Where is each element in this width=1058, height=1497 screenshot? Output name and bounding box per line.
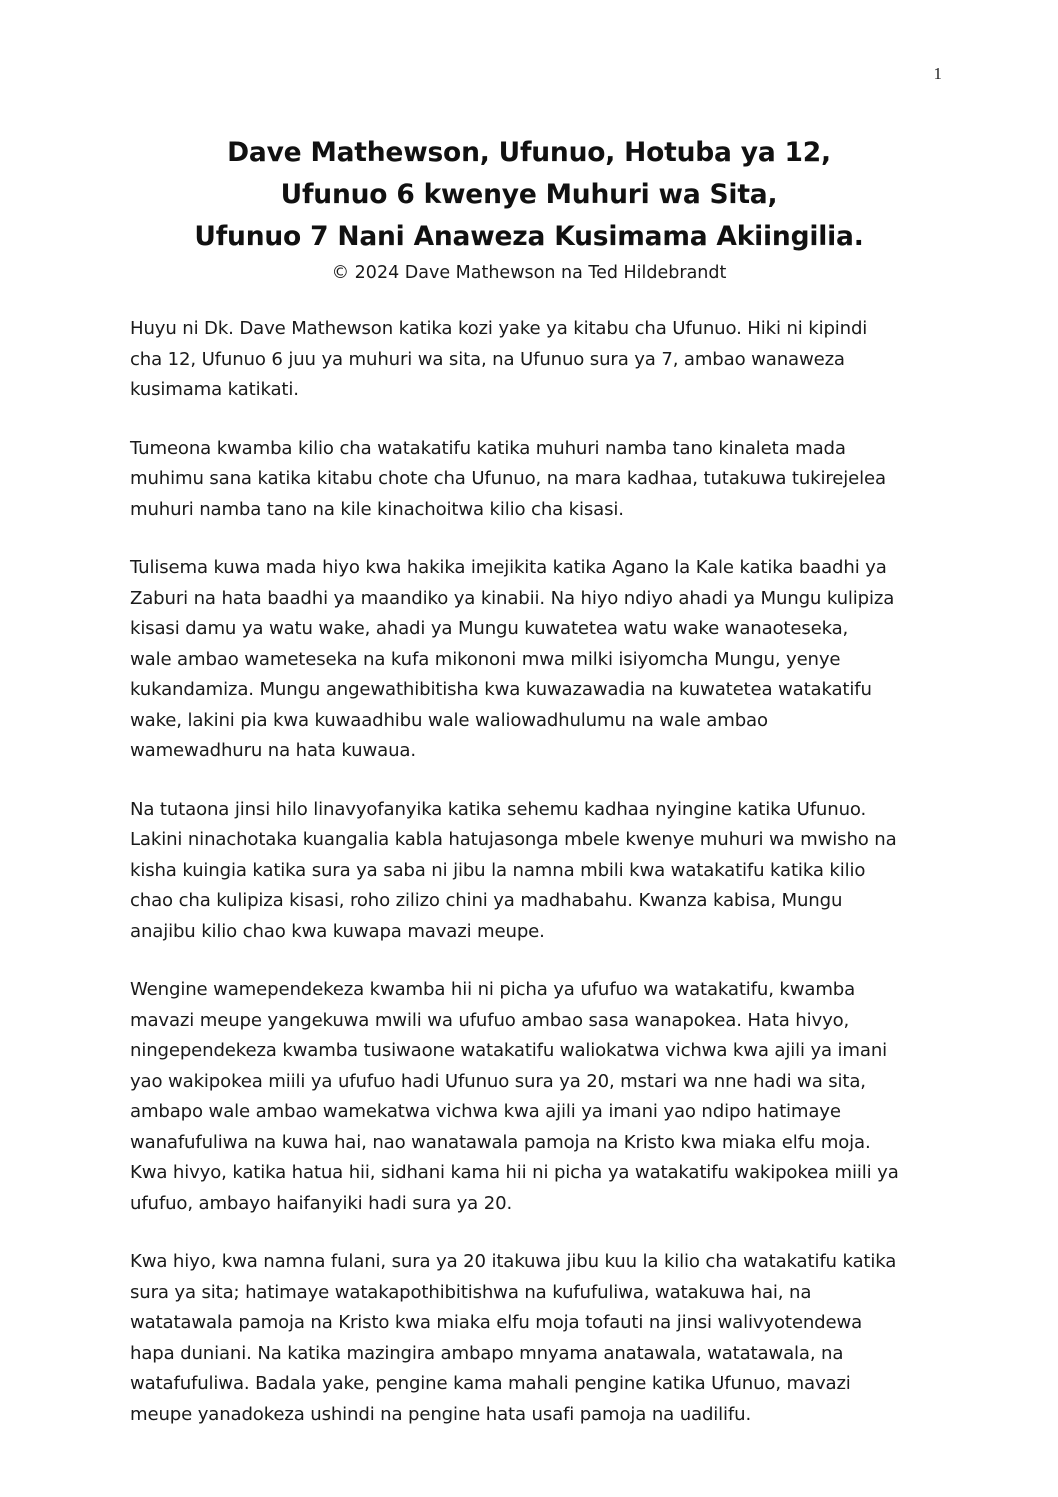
text-line: wanafufuliwa na kuwa hai, nao wanatawala pamoja na Kristo kwa miaka elfu moja.	[130, 1131, 871, 1153]
text-line: muhuri namba tano na kile kinachoitwa kilio cha kisasi.	[130, 498, 624, 520]
text-line: Huyu ni Dk. Dave Mathewson katika kozi yake ya kitabu cha Ufunuo. Hiki ni kipindi	[130, 318, 868, 339]
title-line-3: Ufunuo 7 Nani Anaweza Kusimama Akiingilia.	[194, 221, 864, 252]
paragraph-4	[130, 795, 940, 948]
text-line: Lakini ninachotaka kuangalia kabla hatujasonga mbele kwenye muhuri wa mwisho na	[130, 829, 897, 850]
text-line: hapa duniani. Na katika mazingira ambapo mnyama anatawala, watatawala, na	[130, 1342, 844, 1364]
text-line: wake, lakini pia kwa kuwaadhibu wale waliowadhulumu na wale ambao	[130, 709, 768, 731]
text-line: kukandamiza. Mungu angewathibitisha kwa kuwazawadia na kuwatetea watakatifu	[130, 679, 872, 700]
text-line: Kwa hivyo, katika hatua hii, sidhani kama hii ni picha ya watakatifu wakipokea miili ya	[130, 1162, 899, 1183]
page-number: 1	[933, 64, 942, 83]
paragraph-5	[130, 975, 940, 1219]
text-line: chao cha kulipiza kisasi, roho zilizo chini ya madhabahu. Kwanza kabisa, Mungu	[130, 890, 843, 911]
text-line: wale ambao wameteseka na kufa mikononi mwa milki isiyomcha Mungu, yenye	[130, 648, 841, 670]
text-line: kusimama katikati.	[130, 379, 299, 400]
paragraph-3	[130, 553, 940, 767]
text-line: kisasi damu ya watu wake, ahadi ya Mungu kuwatetea watu wake wanaoteseka,	[130, 618, 849, 639]
text-line: ningependekeza kwamba tusiwaone watakatifu waliokatwa vichwa kwa ajili ya imani	[130, 1040, 888, 1061]
text-line: cha 12, Ufunuo 6 juu ya muhuri wa sita, na Ufunuo sura ya 7, ambao wanaweza	[130, 348, 845, 370]
document-header	[100, 132, 958, 288]
copyright-notice: © 2024 Dave Mathewson na Ted Hildebrandt	[331, 263, 727, 283]
text-line: Kwa hiyo, kwa namna fulani, sura ya 20 itakuwa jibu kuu la kilio cha watakatifu katika	[130, 1251, 897, 1272]
paragraph-2	[130, 434, 940, 526]
text-line: Na tutaona jinsi hilo linavyofanyika katika sehemu kadhaa nyingine katika Ufunuo.	[130, 798, 867, 820]
text-line: watafufuliwa. Badala yake, pengine kama mahali pengine katika Ufunuo, mavazi	[130, 1373, 851, 1394]
text-line: ambapo wale ambao wamekatwa vichwa kwa ajili ya imani yao ndipo hatimaye	[130, 1101, 841, 1122]
text-line: meupe yanadokeza ushindi na pengine hata usafi pamoja na uadilifu.	[130, 1403, 752, 1425]
document-body	[130, 314, 940, 1458]
text-line: sura ya sita; hatimaye watakapothibitishwa na kufufuliwa, watakuwa hai, na	[130, 1281, 812, 1303]
title-line-2: Ufunuo 6 kwenye Muhuri wa Sita,	[280, 179, 778, 210]
text-line: Tulisema kuwa mada hiyo kwa hakika imejikita katika Agano la Kale katika baadhi ya	[130, 557, 887, 578]
text-line: Zaburi na hata baadhi ya maandiko ya kinabii. Na hiyo ndiyo ahadi ya Mungu kulipiza	[130, 587, 895, 609]
text-line: wamewadhuru na hata kuwaua.	[130, 740, 416, 761]
text-line: mavazi meupe yangekuwa mwili wa ufufuo ambao sasa wanapokea. Hata hivyo,	[130, 1009, 850, 1031]
paragraph-6	[130, 1247, 940, 1430]
text-line: Wengine wamependekeza kwamba hii ni picha ya ufufuo wa watakatifu, kwamba	[130, 979, 856, 1000]
text-line: ufufuo, ambayo haifanyiki hadi sura ya 20.	[130, 1192, 513, 1214]
text-line: Tumeona kwamba kilio cha watakatifu katika muhuri namba tano kinaleta mada	[130, 437, 846, 459]
text-line: kisha kuingia katika sura ya saba ni jibu la namna mbili kwa watakatifu katika kilio	[130, 859, 866, 881]
text-line: yao wakipokea miili ya ufufuo hadi Ufunuo sura ya 20, mstari wa nne hadi wa sita,	[130, 1070, 866, 1092]
text-line: watatawala pamoja na Kristo kwa miaka elfu moja tofauti na jinsi walivyotendewa	[130, 1312, 863, 1333]
title-line-1: Dave Mathewson, Ufunuo, Hotuba ya 12,	[227, 137, 831, 168]
text-line: anajibu kilio chao kwa kuwapa mavazi meupe.	[130, 920, 545, 942]
text-line: muhimu sana katika kitabu chote cha Ufunuo, na mara kadhaa, tutakuwa tukirejelea	[130, 468, 886, 489]
paragraph-1	[130, 314, 940, 406]
